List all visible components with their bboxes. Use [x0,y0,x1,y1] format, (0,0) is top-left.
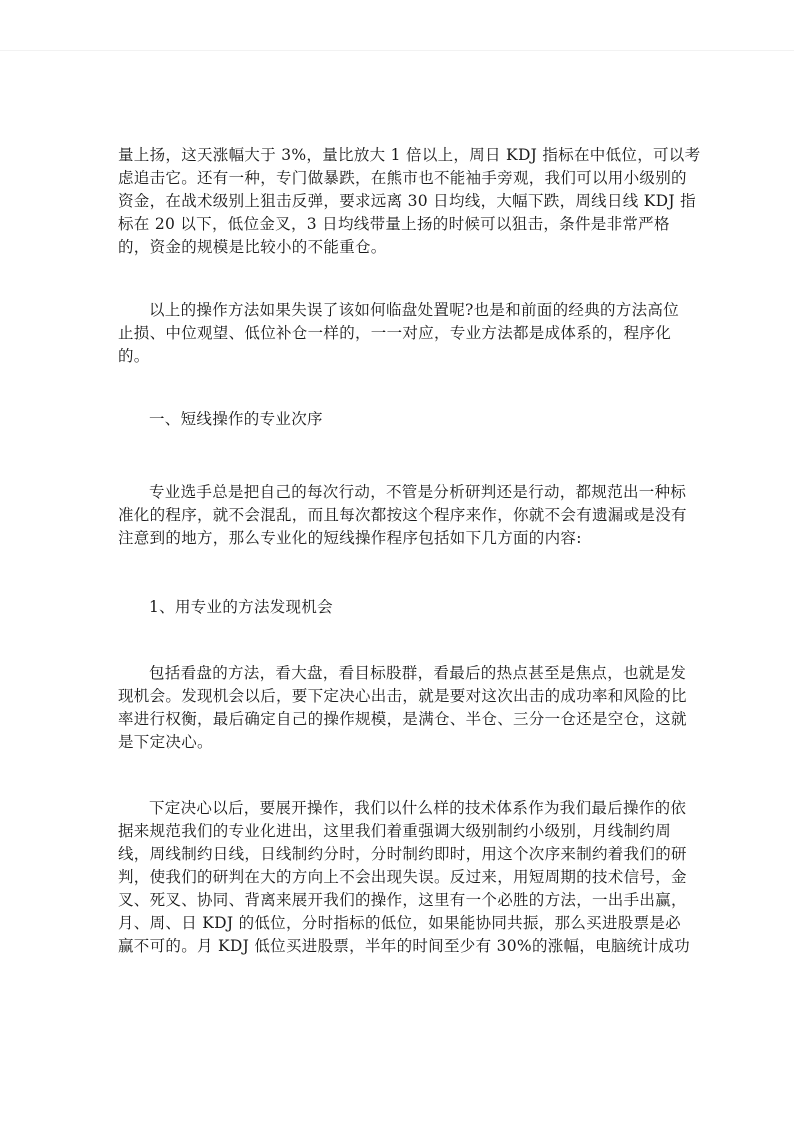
paragraph-line: 线，周线制约日线，日线制约分时，分时制约即时，用这个次序来制约着我们的研 [118,845,687,863]
paragraph-line: 包括看盘的方法，看大盘，看目标股群，看最后的热点甚至是焦点，也就是发 [149,664,687,682]
paragraph-line: 止损、中位观望、低位补仓一样的，一一对应，专业方法都是成体系的，程序化 [118,324,672,342]
page-top-divider [0,50,794,51]
paragraph-line: 以上的操作方法如果失误了该如何临盘处置呢?也是和前面的经典的方法高位 [149,301,680,319]
paragraph-line: 现机会。发现机会以后，要下定决心出击，就是要对这次出击的成功率和风险的比 [118,687,687,705]
paragraph-line: 注意到的地方，那么专业化的短线操作程序包括如下几方面的内容: [118,529,582,547]
paragraph-line: 的，资金的规模是比较小的不能重仓。 [118,238,387,256]
paragraph-line: 量上扬，这天涨幅大于 3%，量比放大 1 倍以上，周日 KDJ 指标在中低位，可以考 [118,146,701,164]
paragraph-line: 标在 20 以下，低位金叉，3 日均线带量上扬的时候可以狙击，条件是非常严格 [118,215,670,233]
paragraph-line: 虑追击它。还有一种，专门做暴跌，在熊市也不能袖手旁观，我们可以用小级别的 [118,169,687,187]
paragraph-line: 准化的程序，就不会混乱，而且每次都按这个程序来作，你就不会有遗漏或是没有 [118,506,687,524]
paragraph-line: 资金，在战术级别上狙击反弹，要求远离 30 日均线，大幅下跌，周线日线 KDJ 指 [118,192,696,210]
subsection-heading: 1、用专业的方法发现机会 [149,598,333,616]
paragraph-line: 赢不可的。月 KDJ 低位买进股票，半年的时间至少有 30%的涨幅，电脑统计成功 [118,937,690,955]
paragraph-line: 月、周、日 KDJ 的低位，分时指标的低位，如果能协同共振，那么买进股票是必 [118,914,681,932]
paragraph-line: 叉、死叉、协同、背离来展开我们的操作，这里有一个必胜的方法，一出手出赢， [118,891,687,909]
paragraph-line: 是下定决心。 [118,733,213,751]
paragraph-line: 专业选手总是把自己的每次行动，不管是分析研判还是行动，都规范出一种标 [149,483,687,501]
paragraph-line: 据来规范我们的专业化进出，这里我们着重强调大级别制约小级别，月线制约周 [118,822,672,840]
paragraph-line: 下定决心以后，要展开操作，我们以什么样的技术体系作为我们最后操作的依 [149,799,687,817]
paragraph-line: 的。 [118,347,150,365]
paragraph-line: 率进行权衡，最后确定自己的操作规模，是满仓、半仓、三分一仓还是空仓，这就 [118,710,687,728]
paragraph-line: 判，使我们的研判在大的方向上不会出现失误。反过来，用短周期的技术信号，金 [118,868,687,886]
section-heading: 一、短线操作的专业次序 [149,410,323,428]
